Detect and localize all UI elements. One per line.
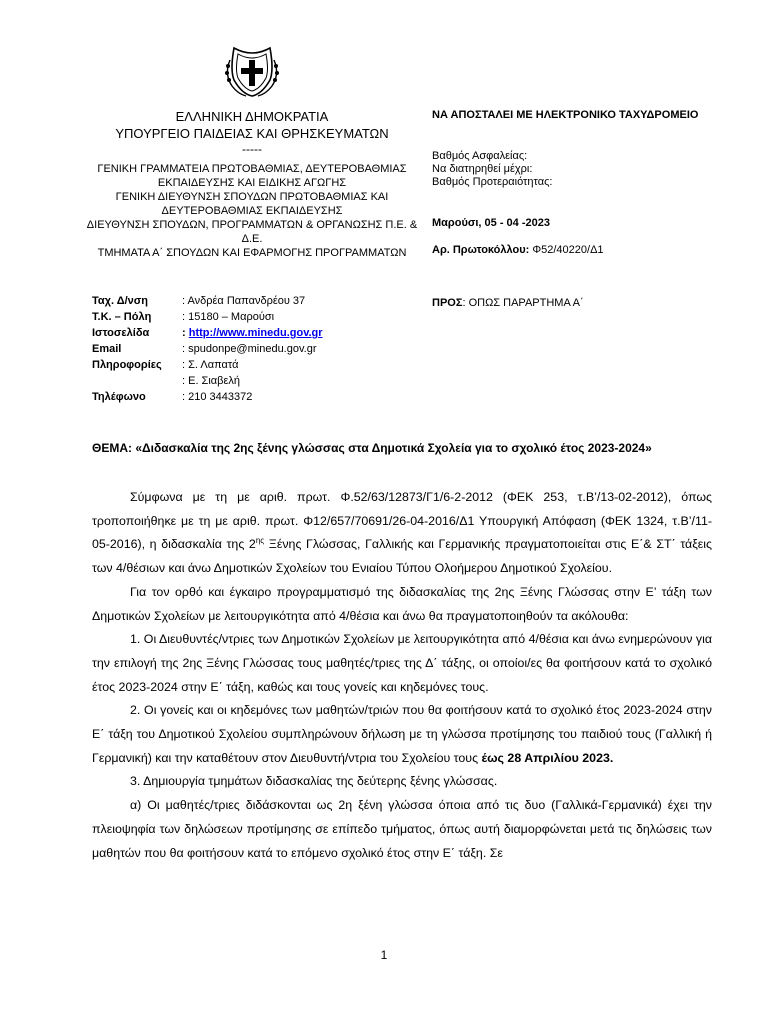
contact-value: : [182, 327, 189, 339]
paragraph: 3. Δημιουργία τμημάτων διδασκαλίας της δεύτερης ξένης γλώσσας. [130, 774, 498, 789]
priority-level: Βαθμός Προτεραιότητας: [432, 176, 553, 188]
paragraph: Για τον ορθό και έγκαιρο προγραμματισμό της διδασκαλίας της 2ης Ξένης Γλώσσας στην Ε’ τάξη των Δημοτικών Σχολείων με λειτουργικότητα από 4/θέσια και άνω θα πραγματοποιηθούν τα ακόλουθα: [92, 584, 712, 623]
subject-line: ΘΕΜΑ: «Διδασκαλία της 2ης ξένης γλώσσας στα Δημοτικά Σχολεία για το σχολικό έτος 2023-2024» [92, 441, 652, 455]
contact-label: Πληροφορίες [92, 359, 162, 371]
republic-name: ΕΛΛΗΝΙΚΗ ΔΗΜΟΚΡΑΤΙΑ [175, 109, 329, 124]
contact-row [92, 325, 323, 341]
contact-label: Τ.Κ. – Πόλη [92, 311, 152, 323]
contact-details [92, 293, 323, 405]
contact-value: : Ανδρέα Παπανδρέου 37 [182, 295, 306, 307]
greek-coat-of-arms-icon [222, 40, 282, 100]
paragraph: 1. Οι Διευθυντές/ντριες των Δημοτικών Σχολείων με λειτουργικότητα από 4/θέσια και άνω ενημερώνουν για την επιλογή της 2ης Ξένης Γλώσσας τους μαθητές/τριες της Δ΄ τάξης, οι οποίοι/ες θα φοιτήσουν κατά το σχολικό έτος 2023-2024 στην Ε΄ τάξη, καθώς και τους γονείς και κηδεμόνες τους. [92, 632, 712, 694]
contact-value: : 15180 – Μαρούσι [182, 311, 275, 323]
document-date: Μαρούσι, 05 - 04 -2023 [432, 217, 550, 229]
document-body [92, 486, 712, 865]
general-directorate: ΓΕΝΙΚΗ ΔΙΕΥΘΥΝΣΗ ΣΠΟΥΔΩΝ ΠΡΩΤΟΒΑΘΜΙΑΣ ΚΑΙ ΔΕΥΤΕΡΟΒΑΘΜΙΑΣ ΕΚΠΑΙΔΕΥΣΗΣ [115, 191, 389, 217]
contact-row [92, 293, 323, 309]
contact-value: : spudonpe@minedu.gov.gr [182, 343, 317, 355]
retain-until: Να διατηρηθεί μέχρι: [432, 163, 533, 175]
contact-label: Τηλέφωνο [92, 391, 146, 403]
contact-value: : Ε. Σιαβελή [182, 375, 241, 387]
contact-row [92, 357, 323, 373]
contact-label: Ιστοσελίδα [92, 327, 150, 339]
separator-dashes: ----- [242, 142, 262, 156]
email-note: ΝΑ ΑΠΟΣΤΑΛΕΙ ΜΕ ΗΛΕΚΤΡΟΝΙΚΟ ΤΑΧΥΔΡΟΜΕΙΟ [432, 109, 699, 121]
contact-row [92, 341, 323, 357]
document-meta [432, 108, 752, 310]
security-level: Βαθμός Ασφαλείας: [432, 150, 528, 162]
protocol-number: Αρ. Πρωτοκόλλου: Φ52/40220/Δ1 [432, 244, 604, 256]
contact-value: : 210 3443372 [182, 391, 253, 403]
page-number: 1 [380, 948, 388, 962]
ministry-name: ΥΠΟΥΡΓΕΙΟ ΠΑΙΔΕΙΑΣ ΚΑΙ ΘΡΗΣΚΕΥΜΑΤΩΝ [115, 126, 389, 141]
contact-row [92, 389, 323, 405]
paragraph: 2. Οι γονείς και οι κηδεμόνες των μαθητών/τριών που θα φοιτήσουν κατά το σχολικό έτος 2023-2024 στην Ε΄ τάξη του Δημοτικού Σχολείου συμπληρώνουν δήλωση με τη γλώσσα προτίμησης του παιδιού τους (Γαλλική ή Γερμανική) και την καταθέτουν στον Διευθυντή/ντρια του Σχολείου τους έως 28 Απριλίου 2023. [92, 703, 712, 765]
contact-label: Ταχ. Δ/νση [92, 295, 149, 307]
contact-row [92, 373, 323, 389]
contact-label: Email [92, 343, 122, 355]
issuer-header [76, 108, 428, 260]
contact-value: : Σ. Λαπατά [182, 359, 239, 371]
contact-row [92, 309, 323, 325]
website-link[interactable]: http://www.minedu.gov.gr [188, 327, 323, 339]
directorate: ΔΙΕΥΘΥΝΣΗ ΣΠΟΥΔΩΝ, ΠΡΟΓΡΑΜΜΑΤΩΝ & ΟΡΓΑΝΩΣΗΣ Π.Ε. & Δ.Ε. [86, 219, 418, 245]
recipient: ΠΡΟΣ: ΟΠΩΣ ΠΑΡΑΡΤΗΜΑ Α΄ [432, 297, 584, 309]
paragraph: Σύμφωνα με τη με αριθ. πρωτ. Φ.52/63/12873/Γ1/6-2-2012 (ΦΕΚ 253, τ.Β’/13-02-2012), όπως τροποποιήθηκε με τη με αριθ. πρωτ. Φ12/657/70691/26-04-2016/Δ1 Υπουργική Απόφαση (ΦΕΚ 1324, τ.Β’/11-05-2016), η διδασκαλία της $2^{\eta\varsigma}$ Ξένης Γλώσσας, Γαλλικής και Γερμανικής πραγματοποιείται στις Ε΄& ΣΤ΄ τάξεις των 4/θέσιων και άνω Δημοτικών Σχολείων του Ενιαίου Τύπου Ολοήμερου Δημοτικού Σχολείου. [92, 490, 712, 576]
general-secretariat: ΓΕΝΙΚΗ ΓΡΑΜΜΑΤΕΙΑ ΠΡΩΤΟΒΑΘΜΙΑΣ, ΔΕΥΤΕΡΟΒΑΘΜΙΑΣ ΕΚΠΑΙΔΕΥΣΗΣ ΚΑΙ ΕΙΔΙΚΗΣ ΑΓΩΓΗΣ [97, 163, 407, 189]
paragraph: α) Οι μαθητές/τριες διδάσκονται ως 2η ξένη γλώσσα όποια από τις δυο (Γαλλικά-Γερμανικά) έχει την πλειοψηφία των δηλώσεων προτίμησης σε επίπεδο τμήματος, όπως αυτή διαμορφώνεται μετά τις δηλώσεις των μαθητών που θα φοιτήσουν κατά το επόμενο σχολικό έτος στην Ε΄ τάξη. Σε [92, 798, 712, 860]
contact-label [92, 373, 182, 389]
department: ΤΜΗΜΑΤΑ Α΄ ΣΠΟΥΔΩΝ ΚΑΙ ΕΦΑΡΜΟΓΗΣ ΠΡΟΓΡΑΜΜΑΤΩΝ [97, 247, 407, 259]
